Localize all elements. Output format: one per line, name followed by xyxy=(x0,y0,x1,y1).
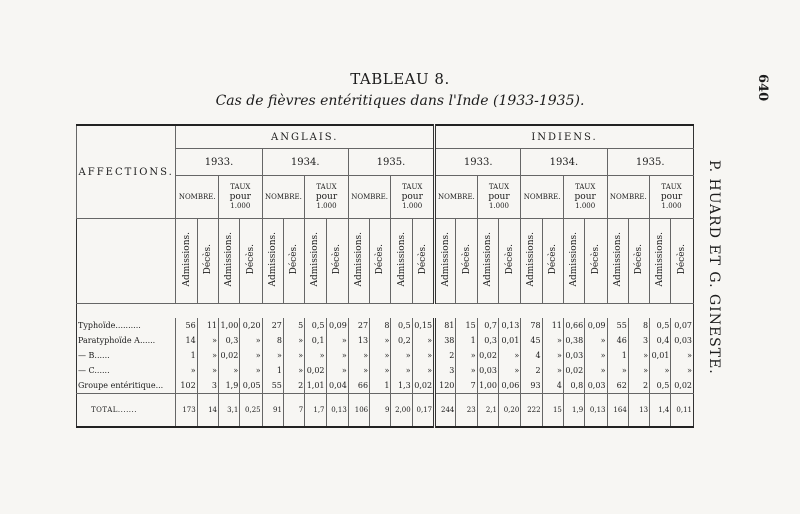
page-title: TABLEAU 8. xyxy=(350,70,450,88)
table-cell: 0,17 xyxy=(412,394,434,428)
table-cell: 0,01 xyxy=(650,348,671,363)
taux-label-line: pour xyxy=(574,191,596,202)
table-cell: 0,09 xyxy=(326,318,348,333)
table-cell: 1,01 xyxy=(305,378,326,394)
sub-header-label: Admissions. xyxy=(526,231,537,287)
taux-header xyxy=(477,176,521,219)
table-cell: 1,9 xyxy=(563,394,584,428)
table-cell: 0,3 xyxy=(219,333,240,348)
table-cell: 4 xyxy=(542,378,563,394)
taux-label-line: pour xyxy=(488,191,510,202)
taux-label-line: pour xyxy=(660,191,683,202)
table-cell: 0,03 xyxy=(477,363,498,378)
year-header: 1935. xyxy=(607,149,694,176)
sub-header xyxy=(176,219,197,304)
sub-header xyxy=(650,219,671,304)
table-cell: 0,05 xyxy=(240,378,262,394)
table-cell: 2 xyxy=(628,378,649,394)
table-cell: » xyxy=(240,348,262,363)
sub-header-label: Décès. xyxy=(504,243,515,275)
sub-header-label: Admissions. xyxy=(224,231,235,287)
table-cell: » xyxy=(219,363,240,378)
year-header: 1935. xyxy=(348,149,434,176)
table-cell: » xyxy=(370,333,391,348)
sub-header-label: Décès. xyxy=(417,243,428,275)
taux-label-line: pour xyxy=(401,191,423,202)
table-cell: » xyxy=(240,363,262,378)
sub-header-label: Décès. xyxy=(245,243,256,275)
table-cell: » xyxy=(348,348,369,363)
table-cell: 3 xyxy=(628,333,649,348)
table-cell: » xyxy=(326,348,348,363)
sub-header xyxy=(477,219,498,304)
table-cell: 1 xyxy=(370,378,391,394)
table-cell: 11 xyxy=(197,318,218,333)
table-cell: 7 xyxy=(283,394,304,428)
table-cell: 0,38 xyxy=(563,333,584,348)
table-cell: » xyxy=(412,363,434,378)
table-cell: 23 xyxy=(456,394,477,428)
table-row xyxy=(77,333,694,348)
table-cell: 38 xyxy=(435,333,456,348)
sub-header xyxy=(370,219,391,304)
table-cell: 1 xyxy=(607,348,628,363)
taux-label-line: TAUX xyxy=(402,183,423,192)
taux-label-line: 1.000 xyxy=(402,202,423,211)
table-cell: 0,02 xyxy=(477,348,498,363)
taux-label-line: TAUX xyxy=(316,183,337,192)
sub-header-label: Décès. xyxy=(590,243,601,275)
table-cell: » xyxy=(456,348,477,363)
year-header: 1933. xyxy=(435,149,521,176)
table-cell: 91 xyxy=(262,394,283,428)
table-cell: 13 xyxy=(348,333,369,348)
table-cell: 0,20 xyxy=(240,318,262,333)
table-cell: 15 xyxy=(542,394,563,428)
sub-header xyxy=(521,219,542,304)
table-cell: 0,5 xyxy=(650,318,671,333)
table-cell: 13 xyxy=(628,394,649,428)
table-cell: 93 xyxy=(521,378,542,394)
table-cell: » xyxy=(391,348,412,363)
table-cell: 2,00 xyxy=(391,394,412,428)
table-cell: 15 xyxy=(456,318,477,333)
table-cell: 0,03 xyxy=(585,378,607,394)
table-cell: 0,5 xyxy=(391,318,412,333)
sub-header xyxy=(607,219,628,304)
table-cell: 0,20 xyxy=(498,394,520,428)
table-cell: 1,7 xyxy=(305,394,326,428)
table-cell: 0,25 xyxy=(240,394,262,428)
table-cell: » xyxy=(391,363,412,378)
table-cell: 0,01 xyxy=(498,333,520,348)
nombre-header: NOMBRE. xyxy=(435,176,478,219)
table-cell: 102 xyxy=(176,378,197,394)
table-cell: 3 xyxy=(435,363,456,378)
table-row xyxy=(77,363,694,378)
table-cell: 0,13 xyxy=(585,394,607,428)
table-cell: » xyxy=(326,333,348,348)
table-cell: 0,5 xyxy=(305,318,326,333)
table-cell: » xyxy=(671,348,694,363)
table-cell: 14 xyxy=(176,333,197,348)
sub-header-label: Admissions. xyxy=(396,231,407,287)
row-label: Groupe entéritique... xyxy=(78,381,164,390)
table-cell: » xyxy=(283,348,304,363)
table-cell: » xyxy=(326,363,348,378)
sub-header xyxy=(326,219,348,304)
fever-cases-table xyxy=(76,124,694,428)
table-cell: » xyxy=(283,363,304,378)
table-cell: 2 xyxy=(521,363,542,378)
table-cell: 4 xyxy=(521,348,542,363)
table-cell: 0,02 xyxy=(412,378,434,394)
table-cell: » xyxy=(370,363,391,378)
table-cell: 1 xyxy=(262,363,283,378)
table-cell: 222 xyxy=(521,394,542,428)
table-cell: 0,8 xyxy=(563,378,584,394)
table-cell: 56 xyxy=(176,318,197,333)
table-cell: » xyxy=(585,333,607,348)
table-cell: » xyxy=(456,363,477,378)
table-cell: 55 xyxy=(607,318,628,333)
table-cell: 3 xyxy=(197,378,218,394)
taux-label-line: 1.000 xyxy=(230,202,251,211)
sub-header-label: Décès. xyxy=(332,243,343,275)
table-cell: 0,09 xyxy=(585,318,607,333)
taux-label-line: TAUX xyxy=(661,183,682,192)
table-cell: » xyxy=(412,348,434,363)
table-cell: 0,02 xyxy=(305,363,326,378)
taux-label-line: TAUX xyxy=(488,183,510,192)
table-cell: » xyxy=(628,348,649,363)
table-cell: » xyxy=(585,348,607,363)
table-cell: 1 xyxy=(456,333,477,348)
table-cell: » xyxy=(498,363,520,378)
sub-header xyxy=(283,219,304,304)
table-cell: » xyxy=(671,363,694,378)
table-cell: » xyxy=(542,333,563,348)
table-cell: 0,02 xyxy=(563,363,584,378)
table-cell: 1,4 xyxy=(650,394,671,428)
nombre-header: NOMBRE. xyxy=(348,176,391,219)
total-row xyxy=(77,394,694,428)
sub-header-label: Admissions. xyxy=(482,231,493,287)
nombre-header: NOMBRE. xyxy=(607,176,650,219)
taux-label-line: 1.000 xyxy=(661,202,682,211)
table-caption: Cas de fièvres entéritiques dans l'Inde (1933-1935). xyxy=(215,93,585,109)
affections-header: AFFECTIONS. xyxy=(77,125,176,219)
taux-header xyxy=(650,176,694,219)
sub-header xyxy=(435,219,456,304)
table-cell: » xyxy=(197,348,218,363)
table-cell: » xyxy=(197,363,218,378)
table-cell: 0,4 xyxy=(650,333,671,348)
sub-header-label: Admissions. xyxy=(569,231,580,287)
taux-header xyxy=(305,176,349,219)
table-cell: 0,13 xyxy=(326,394,348,428)
table-cell: 1,00 xyxy=(219,318,240,333)
spacer-row xyxy=(77,304,694,319)
table-cell: 81 xyxy=(435,318,456,333)
table-cell: 0,3 xyxy=(477,333,498,348)
nombre-header: NOMBRE. xyxy=(521,176,564,219)
sub-header xyxy=(498,219,520,304)
taux-label-line: TAUX xyxy=(575,183,596,192)
table-cell: 106 xyxy=(348,394,369,428)
taux-label-line: 1.000 xyxy=(575,202,596,211)
table-cell: 8 xyxy=(262,333,283,348)
table-cell: » xyxy=(607,363,628,378)
table-cell: 8 xyxy=(370,318,391,333)
table-cell: 2 xyxy=(283,378,304,394)
sub-header xyxy=(391,219,412,304)
table-cell: » xyxy=(628,363,649,378)
table-cell: 1,3 xyxy=(391,378,412,394)
sub-header xyxy=(348,219,369,304)
sub-header-label: Décès. xyxy=(677,243,688,275)
sub-header xyxy=(262,219,283,304)
taux-label-line: pour xyxy=(315,191,338,202)
page-number: 640 xyxy=(755,74,770,102)
table-cell: » xyxy=(176,363,197,378)
group-header-anglais: ANGLAIS. xyxy=(176,125,435,149)
taux-header xyxy=(563,176,607,219)
table-cell: 11 xyxy=(542,318,563,333)
table-cell: 7 xyxy=(456,378,477,394)
table-cell: 62 xyxy=(607,378,628,394)
table-cell: » xyxy=(412,333,434,348)
sub-header-label: Décès. xyxy=(375,243,386,275)
table-cell: 0,1 xyxy=(305,333,326,348)
sub-header xyxy=(671,219,694,304)
table-cell: 0,13 xyxy=(498,318,520,333)
table-cell: 0,15 xyxy=(412,318,434,333)
row-label: TOTAL....... xyxy=(77,394,176,428)
taux-header xyxy=(391,176,435,219)
nombre-header: NOMBRE. xyxy=(262,176,305,219)
table-cell: » xyxy=(305,348,326,363)
admissions-deces-row xyxy=(77,219,694,304)
table-cell: » xyxy=(498,348,520,363)
table-cell: 55 xyxy=(262,378,283,394)
table-cell: 2 xyxy=(435,348,456,363)
taux-label-line: TAUX xyxy=(230,183,251,192)
year-header: 1934. xyxy=(521,149,607,176)
table-cell: 0,66 xyxy=(563,318,584,333)
table-cell: 3,1 xyxy=(219,394,240,428)
table-cell: 0,02 xyxy=(671,378,694,394)
year-header: 1934. xyxy=(262,149,348,176)
table-cell: » xyxy=(197,333,218,348)
sub-header xyxy=(305,219,326,304)
sub-header-label: Admissions. xyxy=(440,231,451,287)
table-cell: 14 xyxy=(197,394,218,428)
running-header: P. HUARD ET G. GINESTE. xyxy=(706,160,722,375)
table-cell: 2,1 xyxy=(477,394,498,428)
table-cell: 8 xyxy=(628,318,649,333)
table-cell: 0,2 xyxy=(391,333,412,348)
group-header-indiens: INDIENS. xyxy=(435,125,694,149)
table-row xyxy=(77,378,694,394)
table-cell: 1 xyxy=(176,348,197,363)
year-header: 1933. xyxy=(176,149,262,176)
taux-label-line: 1.000 xyxy=(488,202,510,211)
sub-header-label: Décès. xyxy=(633,243,644,275)
taux-label-line: pour xyxy=(229,191,251,202)
sub-header xyxy=(219,219,240,304)
sub-header-label: Décès. xyxy=(289,243,300,275)
sub-header-label: Admissions. xyxy=(181,231,192,287)
sub-header xyxy=(197,219,218,304)
table-cell: 244 xyxy=(435,394,456,428)
sub-header xyxy=(456,219,477,304)
table-cell: 0,03 xyxy=(563,348,584,363)
sub-header-label: Admissions. xyxy=(655,231,666,287)
table-cell: 164 xyxy=(607,394,628,428)
table-cell: 78 xyxy=(521,318,542,333)
row-label: — C...... xyxy=(78,366,110,375)
table-cell: 27 xyxy=(348,318,369,333)
row-label: — B...... xyxy=(78,351,110,360)
row-label: Paratyphoïde A...... xyxy=(78,336,156,345)
table-cell: 0,7 xyxy=(477,318,498,333)
table-cell: 46 xyxy=(607,333,628,348)
sub-header xyxy=(412,219,434,304)
table-cell: 9 xyxy=(370,394,391,428)
table-cell: » xyxy=(650,363,671,378)
sub-header-label: Décès. xyxy=(547,243,558,275)
table-cell: 1,00 xyxy=(477,378,498,394)
table-cell: 0,04 xyxy=(326,378,348,394)
table-cell: 0,06 xyxy=(498,378,520,394)
table-cell: » xyxy=(348,363,369,378)
table-cell: 0,03 xyxy=(671,333,694,348)
table-cell: » xyxy=(370,348,391,363)
table-cell: » xyxy=(585,363,607,378)
sub-header xyxy=(542,219,563,304)
sub-header-label: Admissions. xyxy=(267,231,278,287)
table-row xyxy=(77,318,694,333)
table-cell: 45 xyxy=(521,333,542,348)
nombre-header: NOMBRE. xyxy=(176,176,219,219)
taux-header xyxy=(219,176,263,219)
sub-header xyxy=(585,219,607,304)
affections-header-spacer xyxy=(77,219,176,304)
table-cell: 27 xyxy=(262,318,283,333)
table-cell: 0,07 xyxy=(671,318,694,333)
sub-header-label: Admissions. xyxy=(310,231,321,287)
sub-header-label: Admissions. xyxy=(353,231,364,287)
sub-header-label: Décès. xyxy=(461,243,472,275)
sub-header-label: Décès. xyxy=(202,243,213,275)
sub-header-label: Admissions. xyxy=(612,231,623,287)
table-cell: 173 xyxy=(176,394,197,428)
sub-header xyxy=(240,219,262,304)
group-header-row xyxy=(77,125,694,149)
table-cell: 0,02 xyxy=(219,348,240,363)
table-cell: 0,11 xyxy=(671,394,694,428)
row-label: Typhoïde.......... xyxy=(78,321,141,330)
table-cell: » xyxy=(262,348,283,363)
table-cell: » xyxy=(542,363,563,378)
table-cell: 120 xyxy=(435,378,456,394)
table-cell: » xyxy=(283,333,304,348)
table-cell: » xyxy=(240,333,262,348)
sub-header xyxy=(563,219,584,304)
table-cell: 1,9 xyxy=(219,378,240,394)
sub-header xyxy=(628,219,649,304)
table-cell: » xyxy=(542,348,563,363)
table-row xyxy=(77,348,694,363)
table-cell: 66 xyxy=(348,378,369,394)
taux-label-line: 1.000 xyxy=(316,202,337,211)
table-cell: 0,5 xyxy=(650,378,671,394)
table-cell: 5 xyxy=(283,318,304,333)
